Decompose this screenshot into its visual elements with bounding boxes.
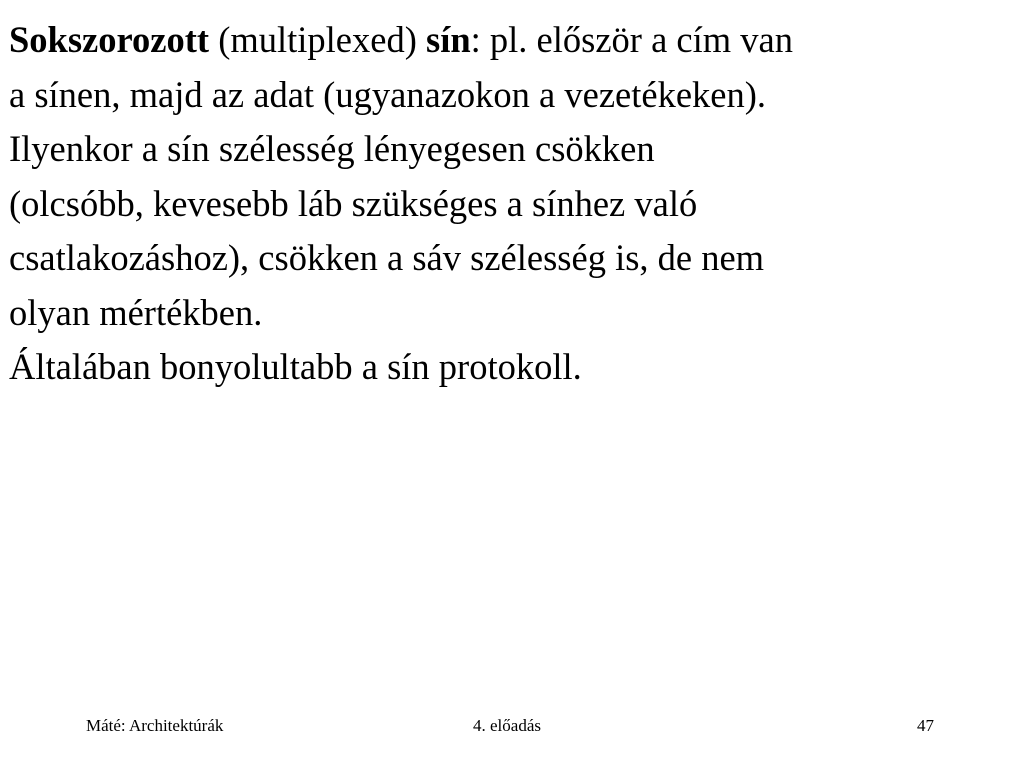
term-bus-bold: sín — [425, 19, 471, 60]
paragraph-line: a sínen, majd az adat (ugyanazokon a vezetékeken). — [9, 73, 767, 115]
term-multiplexed-bold: Sokszorozott — [9, 19, 210, 60]
paragraph-line: olyan mértékben. — [9, 291, 263, 333]
paragraph-line: Általában bonyolultabb a sín protokoll. — [9, 346, 582, 387]
paragraph-line: Ilyenkor a sín szélesség lényegesen csökken — [9, 128, 655, 169]
paragraph-first-line — [9, 13, 1014, 68]
first-line-rest: : pl. először a cím van — [470, 19, 793, 60]
term-english-paren: (multiplexed) — [209, 19, 426, 60]
paragraph-line: csatlakozáshoz), csökken a sáv szélesség is, de nem — [9, 237, 765, 278]
footer-lecture-number: 4. előadás — [473, 716, 541, 735]
slide-content — [9, 13, 1014, 395]
paragraph-line: (olcsóbb, kevesebb láb szükséges a sínhez való — [9, 182, 698, 224]
footer-page-number: 47 — [917, 716, 934, 735]
bullet-paragraph — [9, 13, 1014, 395]
footer-author-course: Máté: Architektúrák — [86, 716, 224, 735]
